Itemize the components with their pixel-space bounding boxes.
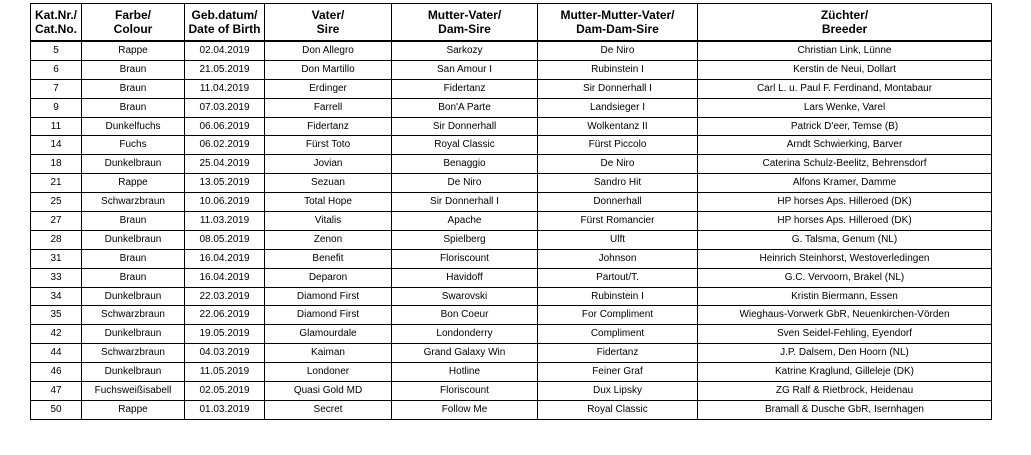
cell-date-of-birth: 16.04.2019: [185, 249, 265, 268]
cell-colour: Rappe: [82, 41, 185, 60]
table-row: [31, 41, 992, 60]
cell-cat-no: 42: [31, 325, 82, 344]
header-row: [31, 4, 992, 42]
cell-sire: Kaiman: [265, 344, 392, 363]
header-dam-dam-sire: Mutter-Mutter-Vater/ Dam-Dam-Sire: [538, 4, 698, 42]
cell-dam-dam-sire: Wolkentanz II: [538, 117, 698, 136]
table-row: [31, 306, 992, 325]
cell-dam-dam-sire: Compliment: [538, 325, 698, 344]
cell-breeder: ZG Ralf & Rietbrock, Heidenau: [698, 382, 992, 401]
table-row: [31, 287, 992, 306]
cell-cat-no: 47: [31, 382, 82, 401]
table-row: [31, 98, 992, 117]
cell-dam-dam-sire: Rubinstein I: [538, 60, 698, 79]
cell-breeder: G.C. Vervoorn, Brakel (NL): [698, 268, 992, 287]
cell-dam-sire: De Niro: [392, 174, 538, 193]
cell-cat-no: 27: [31, 212, 82, 231]
cell-date-of-birth: 11.03.2019: [185, 212, 265, 231]
table-row: [31, 344, 992, 363]
catalog-table: [30, 3, 992, 420]
cell-colour: Schwarzbraun: [82, 193, 185, 212]
cell-cat-no: 31: [31, 249, 82, 268]
cell-cat-no: 46: [31, 363, 82, 382]
cell-cat-no: 35: [31, 306, 82, 325]
cell-cat-no: 28: [31, 230, 82, 249]
cell-dam-dam-sire: De Niro: [538, 41, 698, 60]
cell-sire: Diamond First: [265, 306, 392, 325]
cell-dam-sire: Floriscount: [392, 382, 538, 401]
cell-dam-sire: Bon'A Parte: [392, 98, 538, 117]
cell-dam-sire: San Amour I: [392, 60, 538, 79]
table-row: [31, 268, 992, 287]
catalog-body: [31, 41, 992, 419]
cell-sire: Secret: [265, 400, 392, 419]
cell-breeder: Kristin Biermann, Essen: [698, 287, 992, 306]
cell-cat-no: 11: [31, 117, 82, 136]
cell-dam-dam-sire: Fidertanz: [538, 344, 698, 363]
cell-breeder: Patrick D'eer, Temse (B): [698, 117, 992, 136]
cell-breeder: J.P. Dalsem, Den Hoorn (NL): [698, 344, 992, 363]
cell-sire: Jovian: [265, 155, 392, 174]
cell-colour: Rappe: [82, 174, 185, 193]
cell-dam-sire: Floriscount: [392, 249, 538, 268]
cell-breeder: Lars Wenke, Varel: [698, 98, 992, 117]
cell-dam-dam-sire: Sandro Hit: [538, 174, 698, 193]
cell-breeder: Carl L. u. Paul F. Ferdinand, Montabaur: [698, 79, 992, 98]
header-colour: Farbe/ Colour: [82, 4, 185, 42]
cell-dam-sire: Londonderry: [392, 325, 538, 344]
cell-dam-dam-sire: Fürst Piccolo: [538, 136, 698, 155]
cell-dam-sire: Fidertanz: [392, 79, 538, 98]
cell-dam-sire: Follow Me: [392, 400, 538, 419]
cell-dam-sire: Swarovski: [392, 287, 538, 306]
cell-date-of-birth: 01.03.2019: [185, 400, 265, 419]
cell-dam-sire: Bon Coeur: [392, 306, 538, 325]
cell-date-of-birth: 02.04.2019: [185, 41, 265, 60]
cell-breeder: Christian Link, Lünne: [698, 41, 992, 60]
cell-cat-no: 33: [31, 268, 82, 287]
header-date-of-birth: Geb.datum/ Date of Birth: [185, 4, 265, 42]
cell-sire: Don Allegro: [265, 41, 392, 60]
table-row: [31, 60, 992, 79]
cell-colour: Braun: [82, 79, 185, 98]
cell-date-of-birth: 25.04.2019: [185, 155, 265, 174]
cell-sire: Farrell: [265, 98, 392, 117]
cell-cat-no: 6: [31, 60, 82, 79]
cell-cat-no: 34: [31, 287, 82, 306]
cell-dam-dam-sire: For Compliment: [538, 306, 698, 325]
cell-dam-dam-sire: Partout/T.: [538, 268, 698, 287]
cell-dam-dam-sire: Johnson: [538, 249, 698, 268]
cell-colour: Fuchs: [82, 136, 185, 155]
cell-breeder: Caterina Schulz-Beelitz, Behrensdorf: [698, 155, 992, 174]
table-row: [31, 193, 992, 212]
cell-colour: Dunkelbraun: [82, 325, 185, 344]
cell-date-of-birth: 07.03.2019: [185, 98, 265, 117]
cell-breeder: Alfons Kramer, Damme: [698, 174, 992, 193]
cell-sire: Total Hope: [265, 193, 392, 212]
cell-cat-no: 18: [31, 155, 82, 174]
cell-colour: Braun: [82, 60, 185, 79]
cell-dam-dam-sire: Ulft: [538, 230, 698, 249]
table-row: [31, 117, 992, 136]
cell-date-of-birth: 06.02.2019: [185, 136, 265, 155]
table-row: [31, 155, 992, 174]
cell-date-of-birth: 22.03.2019: [185, 287, 265, 306]
cell-colour: Dunkelbraun: [82, 287, 185, 306]
cell-cat-no: 5: [31, 41, 82, 60]
cell-sire: Vitalis: [265, 212, 392, 231]
cell-colour: Braun: [82, 98, 185, 117]
cell-sire: Londoner: [265, 363, 392, 382]
cell-dam-dam-sire: Fürst Romancier: [538, 212, 698, 231]
cell-colour: Braun: [82, 249, 185, 268]
cell-cat-no: 44: [31, 344, 82, 363]
cell-colour: Schwarzbraun: [82, 344, 185, 363]
table-row: [31, 249, 992, 268]
cell-date-of-birth: 11.05.2019: [185, 363, 265, 382]
cell-dam-dam-sire: Donnerhall: [538, 193, 698, 212]
cell-breeder: Arndt Schwierking, Barver: [698, 136, 992, 155]
cell-colour: Dunkelbraun: [82, 363, 185, 382]
cell-date-of-birth: 04.03.2019: [185, 344, 265, 363]
cell-breeder: Heinrich Steinhorst, Westoverledingen: [698, 249, 992, 268]
cell-sire: Fidertanz: [265, 117, 392, 136]
cell-date-of-birth: 16.04.2019: [185, 268, 265, 287]
header-sire: Vater/ Sire: [265, 4, 392, 42]
cell-breeder: G. Talsma, Genum (NL): [698, 230, 992, 249]
cell-dam-dam-sire: De Niro: [538, 155, 698, 174]
table-row: [31, 400, 992, 419]
cell-dam-sire: Havidoff: [392, 268, 538, 287]
cell-date-of-birth: 02.05.2019: [185, 382, 265, 401]
cell-dam-dam-sire: Royal Classic: [538, 400, 698, 419]
cell-colour: Dunkelfuchs: [82, 117, 185, 136]
cell-colour: Dunkelbraun: [82, 155, 185, 174]
cell-breeder: Katrine Kraglund, Gilleleje (DK): [698, 363, 992, 382]
cell-dam-dam-sire: Feiner Graf: [538, 363, 698, 382]
cell-breeder: Bramall & Dusche GbR, Isernhagen: [698, 400, 992, 419]
cell-dam-sire: Apache: [392, 212, 538, 231]
cell-date-of-birth: 13.05.2019: [185, 174, 265, 193]
cell-dam-dam-sire: Rubinstein I: [538, 287, 698, 306]
cell-dam-dam-sire: Dux Lipsky: [538, 382, 698, 401]
cell-dam-dam-sire: Landsieger I: [538, 98, 698, 117]
cell-date-of-birth: 21.05.2019: [185, 60, 265, 79]
table-row: [31, 325, 992, 344]
cell-sire: Deparon: [265, 268, 392, 287]
cell-date-of-birth: 11.04.2019: [185, 79, 265, 98]
cell-dam-sire: Sarkozy: [392, 41, 538, 60]
cell-colour: Dunkelbraun: [82, 230, 185, 249]
cell-dam-dam-sire: Sir Donnerhall I: [538, 79, 698, 98]
cell-date-of-birth: 22.06.2019: [185, 306, 265, 325]
cell-sire: Zenon: [265, 230, 392, 249]
header-breeder: Züchter/ Breeder: [698, 4, 992, 42]
cell-dam-sire: Benaggio: [392, 155, 538, 174]
cell-dam-sire: Sir Donnerhall: [392, 117, 538, 136]
table-row: [31, 382, 992, 401]
cell-colour: Braun: [82, 268, 185, 287]
cell-sire: Don Martillo: [265, 60, 392, 79]
cell-dam-sire: Royal Classic: [392, 136, 538, 155]
cell-breeder: Sven Seidel-Fehling, Eyendorf: [698, 325, 992, 344]
cell-cat-no: 25: [31, 193, 82, 212]
cell-breeder: HP horses Aps. Hilleroed (DK): [698, 193, 992, 212]
cell-sire: Sezuan: [265, 174, 392, 193]
cell-cat-no: 21: [31, 174, 82, 193]
cell-sire: Fürst Toto: [265, 136, 392, 155]
cell-sire: Glamourdale: [265, 325, 392, 344]
cell-date-of-birth: 06.06.2019: [185, 117, 265, 136]
table-row: [31, 136, 992, 155]
cell-date-of-birth: 19.05.2019: [185, 325, 265, 344]
cell-cat-no: 50: [31, 400, 82, 419]
cell-date-of-birth: 10.06.2019: [185, 193, 265, 212]
cell-breeder: HP horses Aps. Hilleroed (DK): [698, 212, 992, 231]
cell-cat-no: 7: [31, 79, 82, 98]
table-row: [31, 212, 992, 231]
cell-colour: Fuchsweißisabell: [82, 382, 185, 401]
cell-sire: Diamond First: [265, 287, 392, 306]
cell-sire: Quasi Gold MD: [265, 382, 392, 401]
table-row: [31, 230, 992, 249]
cell-sire: Benefit: [265, 249, 392, 268]
cell-date-of-birth: 08.05.2019: [185, 230, 265, 249]
cell-dam-sire: Sir Donnerhall I: [392, 193, 538, 212]
cell-dam-sire: Hotline: [392, 363, 538, 382]
table-row: [31, 79, 992, 98]
cell-cat-no: 9: [31, 98, 82, 117]
cell-colour: Braun: [82, 212, 185, 231]
cell-colour: Schwarzbraun: [82, 306, 185, 325]
table-row: [31, 363, 992, 382]
cell-sire: Erdinger: [265, 79, 392, 98]
cell-breeder: Kerstin de Neui, Dollart: [698, 60, 992, 79]
cell-colour: Rappe: [82, 400, 185, 419]
header-cat-no: Kat.Nr./ Cat.No.: [31, 4, 82, 42]
table-row: [31, 174, 992, 193]
cell-cat-no: 14: [31, 136, 82, 155]
cell-dam-sire: Grand Galaxy Win: [392, 344, 538, 363]
cell-dam-sire: Spielberg: [392, 230, 538, 249]
header-dam-sire: Mutter-Vater/ Dam-Sire: [392, 4, 538, 42]
cell-breeder: Wieghaus-Vorwerk GbR, Neuenkirchen-Vörden: [698, 306, 992, 325]
